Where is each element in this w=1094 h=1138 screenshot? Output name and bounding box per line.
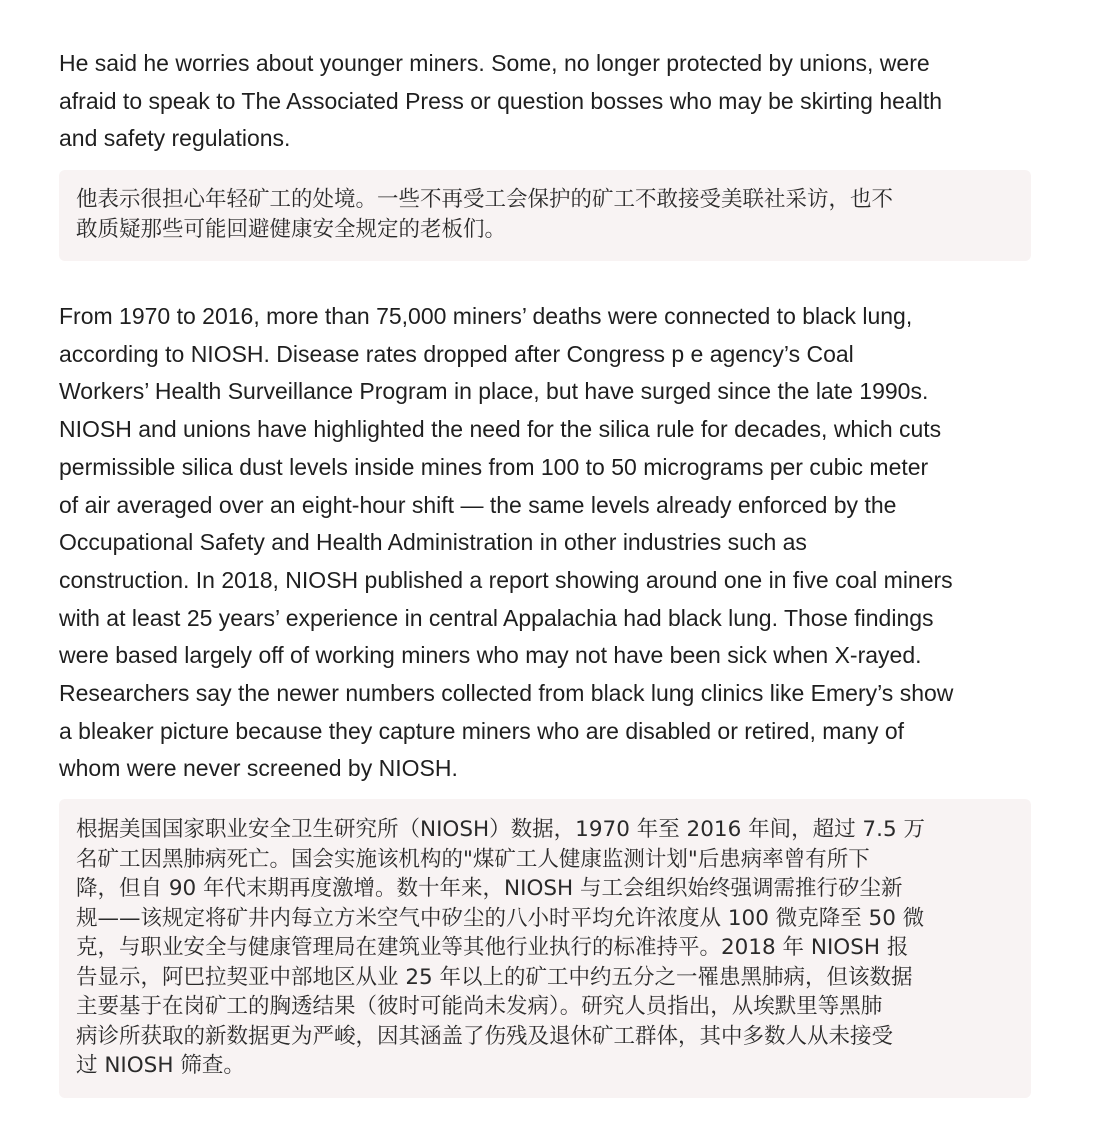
english-paragraph-1: He said he worries about younger miners. Some, no longer protected by unions, were afraid to speak to The Associated Press or question bosses who may be skirting health and safety regulations. <box>59 50 943 152</box>
translation-box-1 <box>59 170 1031 261</box>
translation-box-2 <box>59 799 1031 1098</box>
chinese-translation-1: 他表示很担心年轻矿工的处境。一些不再受工会保护的矿工不敢接受美联社采访，也不 敢质疑那些可能回避健康安全规定的老板们。 <box>76 187 894 242</box>
english-paragraph-2: From 1970 to 2016, more than 75,000 miners’ deaths were connected to black lung, according to NIOSH. Disease rates dropped after Congress p e agency’s Coal Workers’ Health Surveillance Program in place, but have surged since the late 1990s. NIOSH and unions have highlighted the need for the silica rule for decades, which cuts permissible silica dust levels inside mines from 100 to 50 micrograms per cubic meter of air averaged over an eight-hour shift — the same levels already enforced by the Occupational Safety and Health Administration in other industries such as construction. In 2018, NIOSH published a report showing around one in five coal miners with at least 25 years’ experience in central Appalachia had black lung. Those findings were based largely off of working miners who may not have been sick when X-rayed. Researchers say the newer numbers collected from black lung clinics like Emery’s show a bleaker picture because they capture miners who are disabled or retired, many of whom were never screened by NIOSH. <box>59 303 954 782</box>
chinese-translation-2: 根据美国国家职业安全卫生研究所（NIOSH）数据，1970 年至 2016 年间，超过 7.5 万 名矿工因黑肺病死亡。国会实施该机构的"煤矿工人健康监测计划"后患病率曾有所下 降，但自 90 年代末期再度激增。数十年来，NIOSH 与工会组织始终强调需推行矽尘新 规——该规定将矿井内每立方米空气中矽尘的八小时平均允许浓度从 100 微克降至 50 微 克，与职业安全与健康管理局在建筑业等其他行业执行的标准持平。2018 年 NIOSH 报 告显示，阿巴拉契亚中部地区从业 25 年以上的矿工中约五分之一罹患黑肺病，但该数据 主要基于在岗矿工的胸透结果（彼时可能尚未发病）。研究人员指出，从埃默里等黑肺 病诊所获取的新数据更为严峻，因其涵盖了伤残及退休矿工群体，其中多数人从未接受 过 NIOSH 筛查。 <box>76 817 925 1078</box>
